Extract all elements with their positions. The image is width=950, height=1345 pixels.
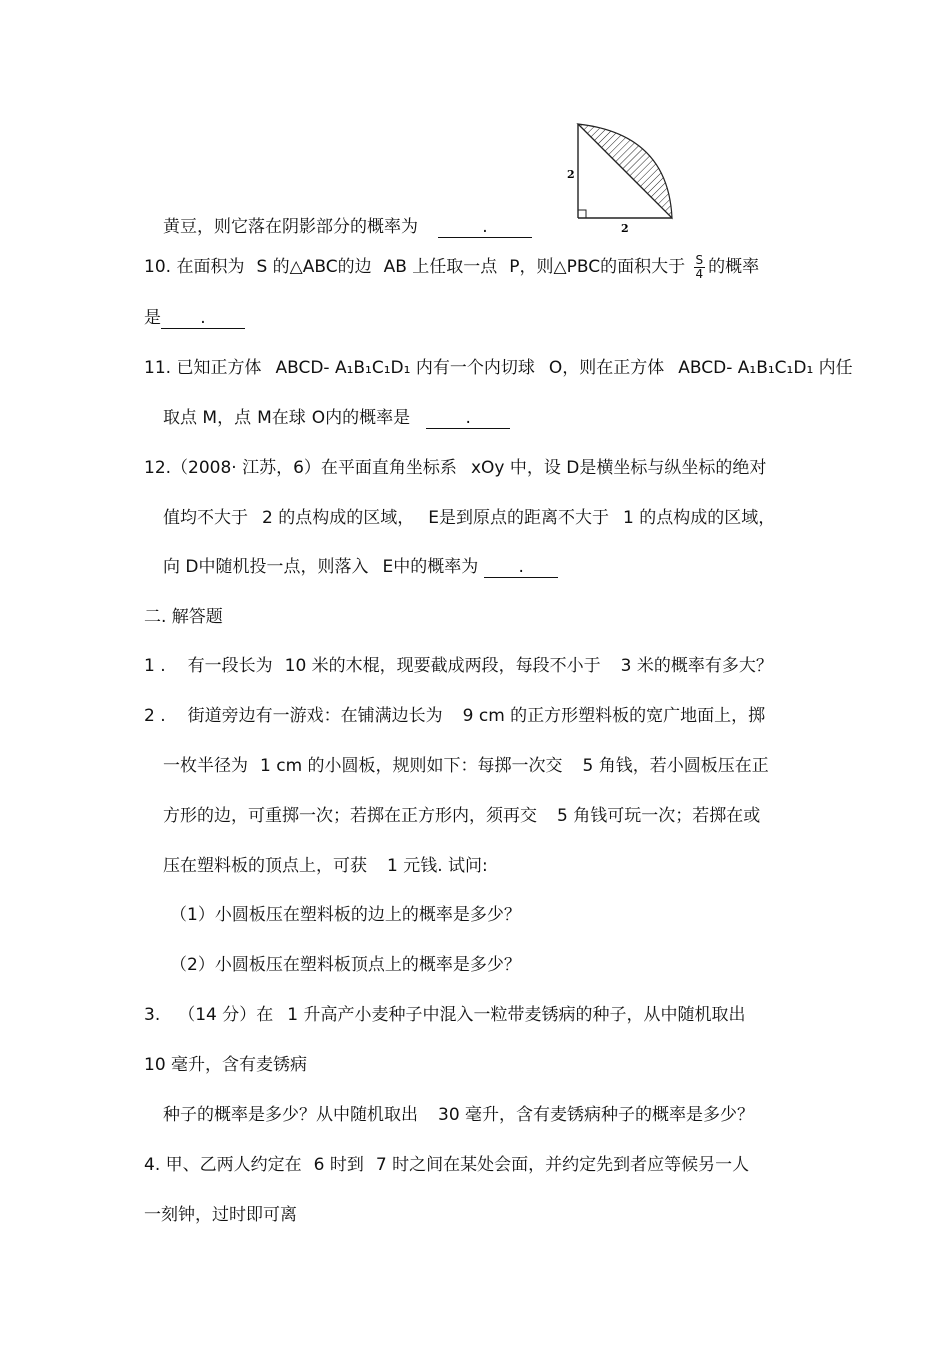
- text: 一枚半径为: [163, 756, 248, 776]
- shaded-region-figure: [560, 118, 680, 238]
- text: 的概率: [708, 257, 760, 277]
- answer-blank: .: [426, 408, 510, 429]
- right-angle-mark: [578, 210, 586, 218]
- text: 1 cm 的小圆板，规则如下：每掷一次交: [260, 756, 563, 776]
- q12-line3: [163, 555, 558, 579]
- problem-number: 3.: [144, 1005, 161, 1025]
- section-heading: 二. 解答题: [144, 607, 223, 627]
- text: 2 的点构成的区域，: [262, 508, 415, 528]
- text: 方形的边，可重掷一次；若掷在正方形内，须再交: [163, 806, 537, 826]
- text: 3 米的概率有多大？: [620, 656, 773, 676]
- text: 是: [144, 308, 161, 328]
- problem-2-line4: [163, 854, 488, 878]
- text: 1 升高产小麦种子中混入一粒带麦锈病的种子，从中随机取出: [287, 1005, 746, 1025]
- fraction-s-over-4: [694, 254, 706, 281]
- text: 值均不大于: [163, 508, 248, 528]
- text: ABCD- A₁B₁C₁D₁ 内有一个内切球: [275, 358, 535, 378]
- label-horizontal: 2: [621, 222, 629, 235]
- problem-2-sub2: （2）小圆板压在塑料板顶点上的概率是多少？: [170, 955, 521, 975]
- fraction-numerator: S: [695, 252, 704, 267]
- q10-line2: [144, 306, 245, 330]
- label-vertical: 2: [567, 168, 575, 181]
- text: 有一段长为: [187, 656, 273, 676]
- text: 4. 甲、乙两人约定在: [144, 1155, 302, 1175]
- fraction-denominator: 4: [695, 266, 704, 281]
- q11-line1: [144, 356, 853, 380]
- text: 压在塑料板的顶点上，可获: [163, 856, 367, 876]
- answer-blank: .: [161, 308, 245, 329]
- problem-2-sub1: （1）小圆板压在塑料板的边上的概率是多少？: [170, 905, 521, 925]
- q10-line1: [144, 253, 759, 281]
- text: M在球: [257, 408, 306, 428]
- problem-2-line3: [163, 804, 760, 828]
- problem-4-line1: [144, 1153, 749, 1177]
- text: 10 米的木棍，现要截成两段，每段不小于: [284, 656, 601, 676]
- answer-blank: .: [484, 557, 558, 578]
- problem-2-line2: [163, 754, 769, 778]
- text: 5 角钱可玩一次；若掷在或: [557, 806, 761, 826]
- problem-3-line3: [163, 1103, 754, 1127]
- problem-3-line1: [144, 1003, 746, 1027]
- text: 种子的概率是多少？从中随机取出: [163, 1105, 418, 1125]
- text: xOy 中，设 D是横坐标与纵坐标的绝对: [470, 458, 767, 478]
- text: 12.（2008· 江苏，6）在平面直角坐标系: [144, 458, 457, 478]
- text: ABCD- A₁B₁C₁D₁ 内任: [678, 358, 853, 378]
- text: 7 时之间在某处会面，并约定先到者应等候另一人: [375, 1155, 750, 1175]
- q9-tail: [163, 215, 532, 239]
- answer-blank: .: [438, 217, 532, 238]
- problem-1: [144, 654, 773, 678]
- text: O内的概率是: [311, 408, 411, 428]
- problem-4-line2: 一刻钟，过时即可离: [144, 1205, 297, 1225]
- problem-number: 2 .: [144, 706, 166, 726]
- problem-2-line1: [144, 704, 765, 728]
- text: 1 的点构成的区域，: [622, 508, 776, 528]
- text: 30 毫升，含有麦锈病种子的概率是多少？: [438, 1105, 755, 1125]
- text: O，则在正方体: [548, 358, 665, 378]
- q12-line1: [144, 456, 766, 480]
- text: 向 D中随机投一点，则落入: [163, 557, 369, 577]
- text: E中的概率为: [382, 557, 479, 577]
- text: 11. 已知正方体: [144, 358, 262, 378]
- q9-text: 黄豆，则它落在阴影部分的概率为: [163, 217, 418, 237]
- text: 街道旁边有一游戏：在铺满边长为: [187, 706, 443, 726]
- problem-number: 1 .: [144, 656, 166, 676]
- text: 1 元钱. 试问:: [387, 856, 488, 876]
- q11-line2: [163, 406, 510, 430]
- problem-3-line2: 10 毫升，含有麦锈病: [144, 1055, 308, 1075]
- text: E是到原点的距离不大于: [428, 508, 609, 528]
- text: P，则△PBC的面积大于: [509, 257, 686, 277]
- text: 6 时到: [313, 1155, 364, 1175]
- text: 5 角钱，若小圆板压在正: [582, 756, 769, 776]
- text: 在面积为: [176, 257, 245, 277]
- text: AB 上任取一点: [383, 257, 498, 277]
- text: 取点 M，点: [163, 408, 252, 428]
- question-number: 10.: [144, 257, 172, 277]
- text: S 的△ABC的边: [256, 257, 372, 277]
- text: （14 分）在: [178, 1005, 274, 1025]
- text: 9 cm 的正方形塑料板的宽广地面上，掷: [462, 706, 766, 726]
- q12-line2: [163, 506, 775, 530]
